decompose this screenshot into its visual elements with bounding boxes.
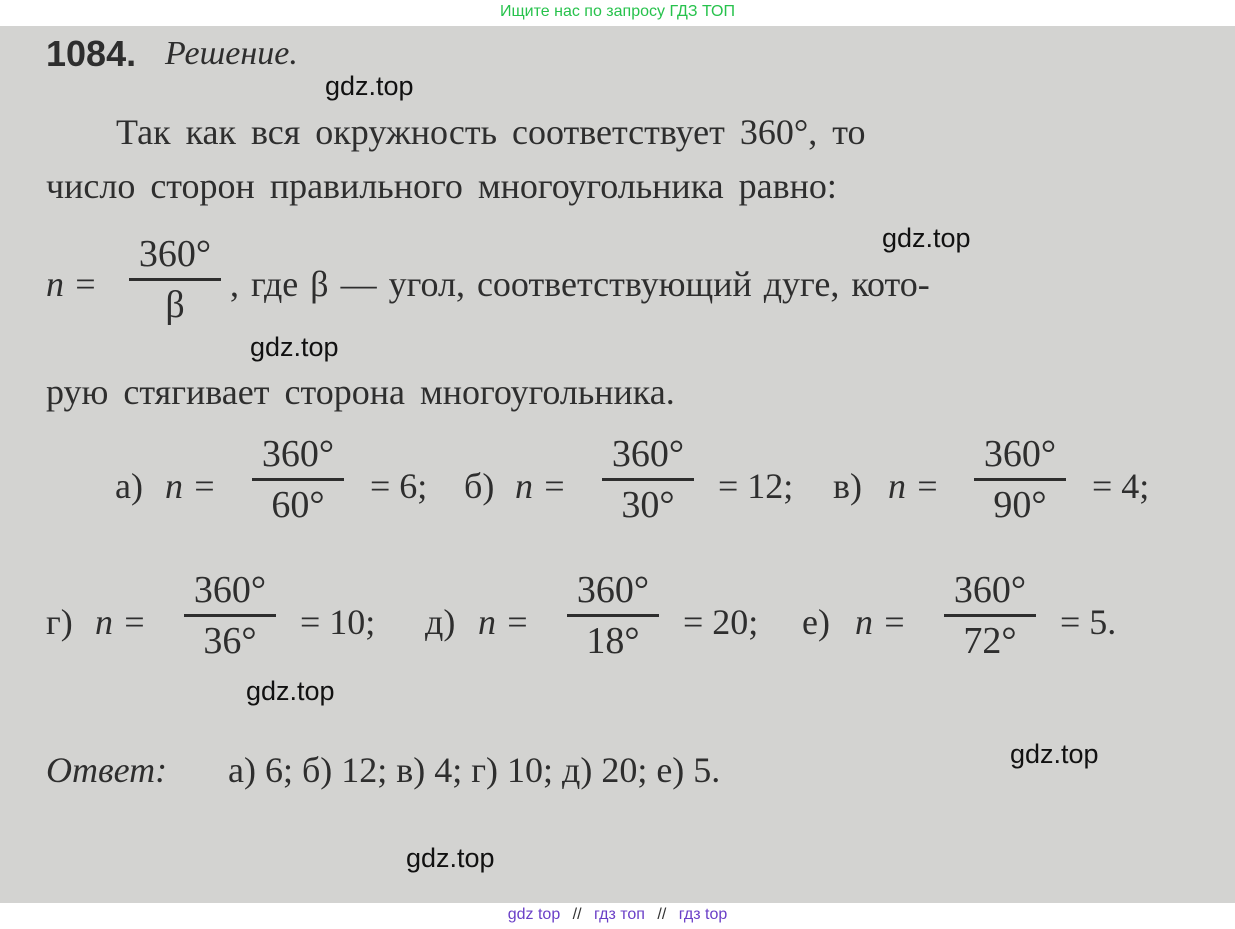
- case-g-var: n =: [95, 602, 147, 642]
- formula-numerator: 360°: [138, 233, 212, 275]
- watermark: gdz.top: [1010, 739, 1099, 769]
- top-banner: [0, 0, 1235, 26]
- search-promo-link[interactable]: Ищите нас по запросу ГДЗ ТОП: [500, 3, 735, 20]
- scanned-page: [0, 26, 1235, 903]
- formula-fraction: [125, 232, 225, 327]
- link-separator: //: [572, 906, 582, 923]
- formula-denominator: β: [165, 284, 185, 326]
- watermark: gdz.top: [250, 332, 339, 362]
- case-e-num: 360°: [953, 569, 1027, 611]
- case-v-var: n =: [888, 466, 940, 506]
- case-d-result: = 20;: [683, 602, 759, 642]
- text-line-4: рую стягивает сторона многоугольника.: [46, 372, 675, 412]
- case-e-label: е): [802, 602, 830, 642]
- bottom-links: [0, 903, 1235, 929]
- case-b-den: 30°: [621, 484, 675, 526]
- case-v-den: 90°: [993, 484, 1047, 526]
- case-b-var: n =: [515, 466, 567, 506]
- case-e-fraction: [940, 568, 1040, 663]
- case-b-fraction: [598, 432, 698, 527]
- case-g-num: 360°: [193, 569, 267, 611]
- fraction-bar: [602, 478, 694, 481]
- case-a-den: 60°: [271, 484, 325, 526]
- case-b-num: 360°: [611, 433, 685, 475]
- problem-number: 1084.: [46, 33, 137, 74]
- fraction-bar: [184, 614, 276, 617]
- answer-text: а) 6; б) 12; в) 4; г) 10; д) 20; е) 5.: [228, 750, 721, 790]
- bottom-link-3[interactable]: гдз top: [678, 906, 728, 923]
- watermark: gdz.top: [406, 843, 495, 873]
- case-v-fraction: [970, 432, 1070, 527]
- link-separator: //: [657, 906, 667, 923]
- fraction-bar: [974, 478, 1066, 481]
- watermark: gdz.top: [882, 223, 971, 253]
- case-d-label: д): [425, 602, 456, 642]
- fraction-bar: [567, 614, 659, 617]
- watermark: gdz.top: [246, 676, 335, 706]
- fraction-bar: [129, 278, 221, 281]
- case-d-num: 360°: [576, 569, 650, 611]
- case-g-den: 36°: [203, 620, 257, 662]
- case-b-result: = 12;: [718, 466, 794, 506]
- case-e-den: 72°: [963, 620, 1017, 662]
- answer-label: Ответ:: [46, 750, 168, 790]
- bottom-link-1[interactable]: gdz top: [507, 906, 561, 923]
- fraction-bar: [944, 614, 1036, 617]
- case-d-fraction: [563, 568, 663, 663]
- formula-lhs: n =: [46, 264, 98, 304]
- case-a-var: n =: [165, 466, 217, 506]
- case-g-label: г): [46, 602, 73, 642]
- case-d-var: n =: [478, 602, 530, 642]
- case-v-num: 360°: [983, 433, 1057, 475]
- formula-rest: , где β — угол, соответствующий дуге, кото-: [230, 264, 930, 304]
- case-a-num: 360°: [261, 433, 335, 475]
- case-a-result: = 6;: [370, 466, 428, 506]
- case-b-label: б): [464, 466, 495, 506]
- text-line-1: Так как вся окружность соответствует 360°, то: [116, 112, 866, 152]
- watermark: gdz.top: [325, 71, 414, 101]
- case-a-label: а): [115, 466, 143, 506]
- fraction-bar: [252, 478, 344, 481]
- case-d-den: 18°: [586, 620, 640, 662]
- case-e-var: n =: [855, 602, 907, 642]
- case-a-fraction: [248, 432, 348, 527]
- case-v-label: в): [833, 466, 862, 506]
- case-g-fraction: [180, 568, 280, 663]
- problem-heading: Решение.: [165, 35, 298, 72]
- bottom-link-2[interactable]: гдз топ: [594, 906, 645, 923]
- case-e-result: = 5.: [1060, 602, 1117, 642]
- case-g-result: = 10;: [300, 602, 376, 642]
- case-v-result: = 4;: [1092, 466, 1150, 506]
- text-line-2: число сторон правильного многоугольника равно:: [46, 166, 837, 206]
